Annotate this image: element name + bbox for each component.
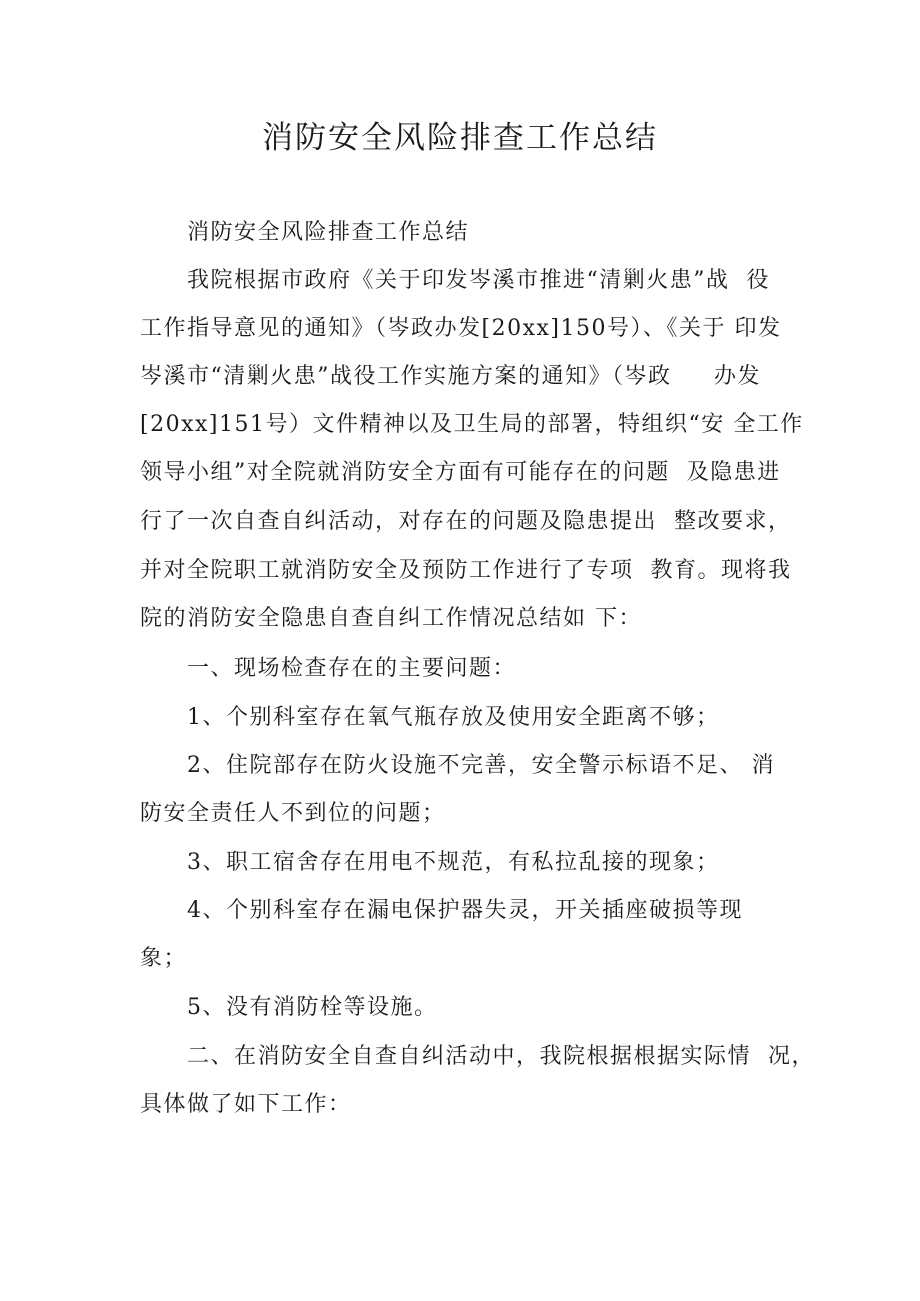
paragraph-line: 行了一次自查自纠活动，对存在的问题及隐患提出 整改要求，	[140, 509, 792, 534]
list-item: 1、个别科室存在氧气瓶存放及使用安全距离不够；	[187, 705, 720, 730]
paragraph-line: 岑溪市“清剿火患”战役工作实施方案的通知》（岑政 办发	[140, 364, 761, 389]
paragraph-line: 领导小组”对全院就消防安全方面有可能存在的问题 及隐患进	[140, 460, 781, 485]
paragraph-line: 院的消防安全隐患自查自纠工作情况总结如 下：	[140, 606, 642, 631]
paragraph-line: 工作指导意见的通知》（岑政办发[20xx]150号）、《关于 印发	[140, 316, 782, 341]
list-item: 3、职工宿舍存在用电不规范，有私拉乱接的现象；	[187, 850, 720, 875]
paragraph-line: 具体做了如下工作：	[140, 1092, 352, 1117]
section-heading: 二、在消防安全自查自纠活动中，我院根据根据实际情 况，	[187, 1044, 815, 1069]
list-item-continuation: 象；	[140, 946, 188, 971]
paragraph-line: 我院根据市政府《关于印发岑溪市推进“清剿火患”战 役	[187, 268, 770, 293]
document-title: 消防安全风险排查工作总结	[262, 120, 658, 156]
list-item: 5、没有消防栓等设施。	[187, 995, 438, 1020]
subtitle-line: 消防安全风险排查工作总结	[187, 220, 470, 245]
paragraph-line: 并对全院职工就消防安全及预防工作进行了专项 教育。现将我	[140, 558, 792, 583]
paragraph-line: [20xx]151号）文件精神以及卫生局的部署，特组织“安 全工作	[140, 412, 804, 437]
list-item-continuation: 防安全责任人不到位的问题；	[140, 801, 446, 826]
list-item: 4、个别科室存在漏电保护器失灵，开关插座破损等现	[187, 898, 743, 923]
list-item: 2、住院部存在防火设施不完善，安全警示标语不足、 消	[187, 753, 775, 778]
section-heading: 一、现场检查存在的主要问题：	[187, 656, 517, 681]
